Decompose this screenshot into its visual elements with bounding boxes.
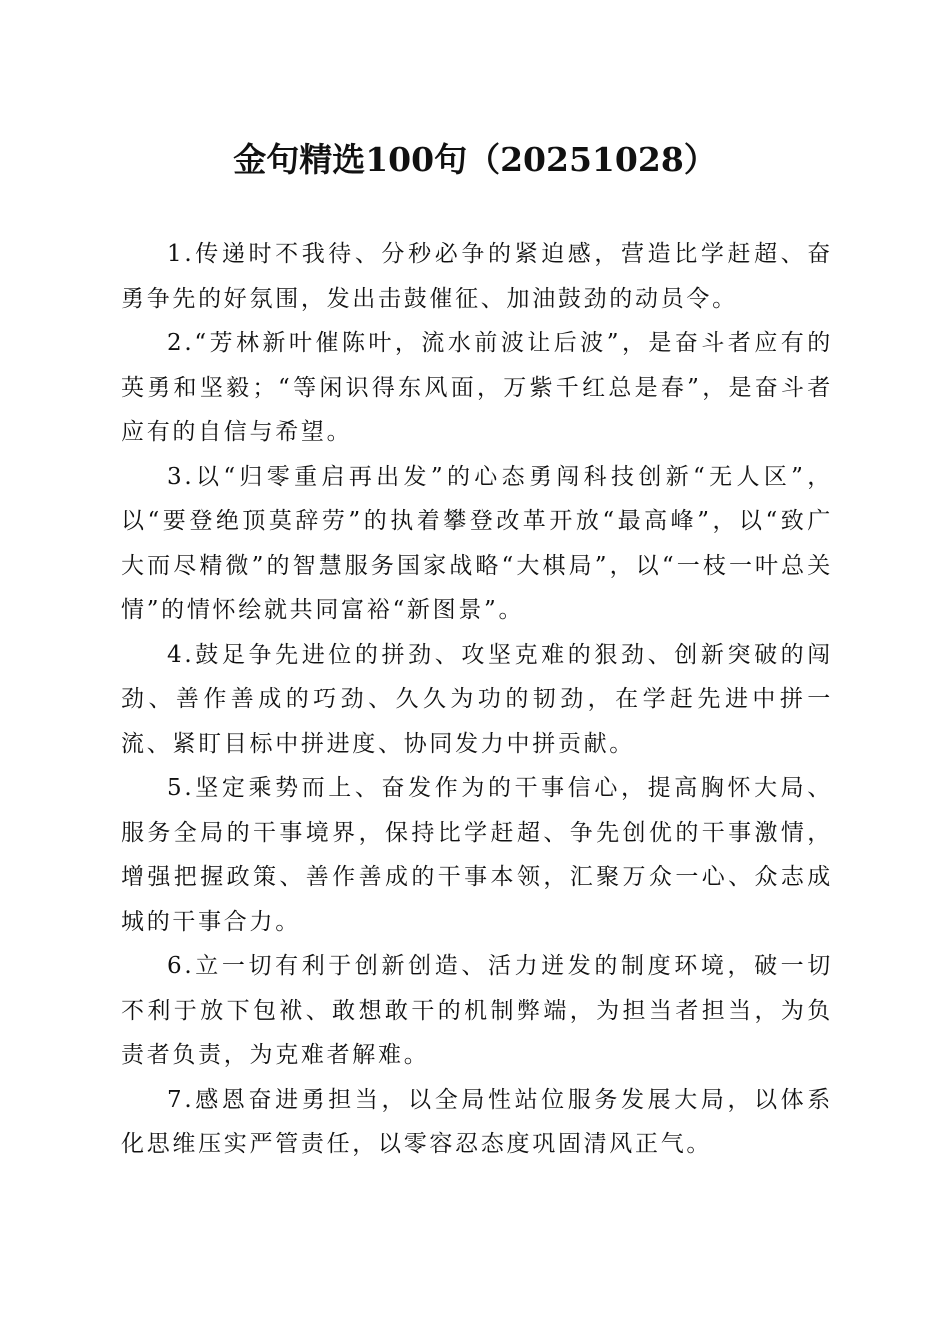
paragraph-2: 2.“芳林新叶催陈叶，流水前波让后波”，是奋斗者应有的英勇和坚毅；“等闲识得东风面，万紫千红总是春”，是奋斗者应有的自信与希望。 [121,330,833,445]
paragraph-3: 3.以“归零重启再出发”的心态勇闯科技创新“无人区”，以“要登绝顶莫辞劳”的执着攀登改革开放“最高峰”，以“致广大而尽精微”的智慧服务国家战略“大棋局”，以“一枝一叶总关情”的情怀绘就共同富裕“新图景”。 [121,463,833,623]
document-title: 金句精选100句（20251028） [233,140,717,179]
paragraph-1: 1.传递时不我待、分秒必争的紧迫感，营造比学赶超、奋勇争先的好氛围，发出击鼓催征、加油鼓劲的动员令。 [121,241,833,312]
paragraph-4: 4.鼓足争先进位的拼劲、攻坚克难的狠劲、创新突破的闯劲、善作善成的巧劲、久久为功的韧劲，在学赶先进中拼一流、紧盯目标中拼进度、协同发力中拼贡献。 [121,641,833,757]
paragraph-7: 7.感恩奋进勇担当，以全局性站位服务发展大局，以体系化思维压实严管责任，以零容忍态度巩固清风正气。 [121,1086,833,1157]
paragraph-6: 6.立一切有利于创新创造、活力迸发的制度环境，破一切不利于放下包袱、敢想敢干的机制弊端，为担当者担当，为负责者负责，为克难者解难。 [121,953,833,1068]
paragraph-5: 5.坚定乘势而上、奋发作为的干事信心，提高胸怀大局、服务全局的干事境界，保持比学赶超、争先创优的干事激情，增强把握政策、善作善成的干事本领，汇聚万众一心、众志成城的干事合力。 [121,775,833,935]
document-body [121,232,833,1167]
